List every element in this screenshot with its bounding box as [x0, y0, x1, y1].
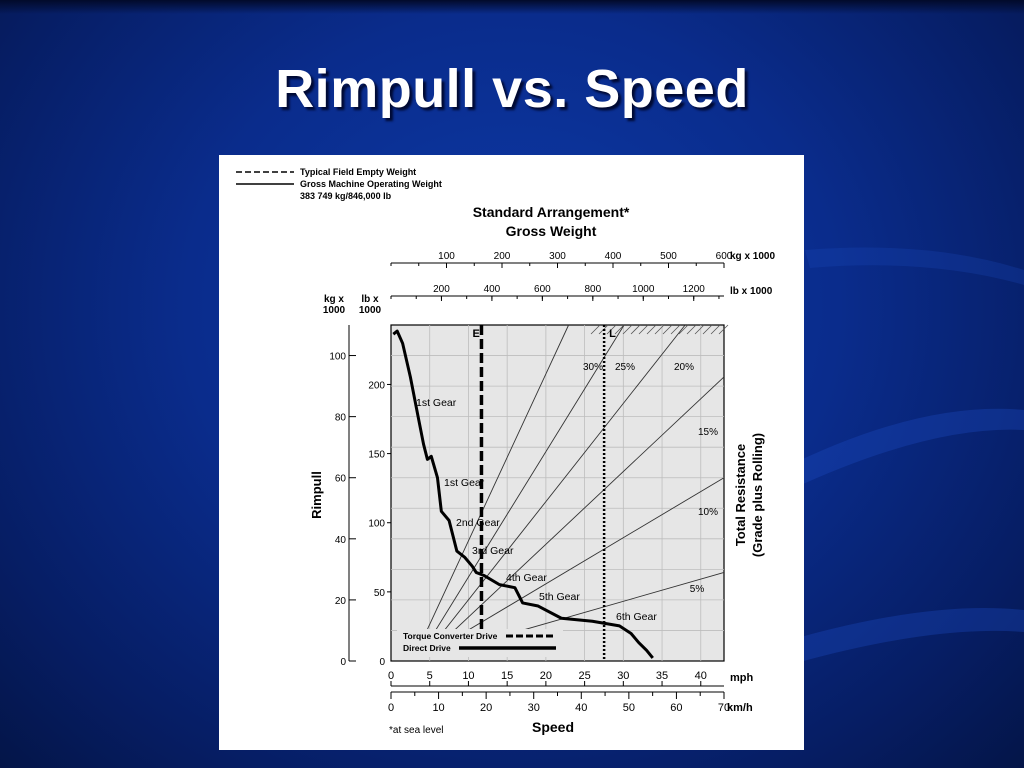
top-lb-tick-label: 200 — [433, 284, 450, 295]
plot-area — [391, 325, 724, 661]
bottom-mph-tick-label: 5 — [426, 670, 433, 682]
top-kg-tick-label: 200 — [493, 251, 511, 262]
bottom-mph-tick-label: 20 — [539, 670, 553, 682]
left-kg-tick-label: 100 — [329, 351, 346, 363]
bottom-mph-tick-label: 10 — [462, 670, 475, 682]
gear-label: 3rd Gear — [472, 545, 514, 557]
rimpull-chart — [219, 155, 804, 750]
left-lb-tick-label: 100 — [368, 518, 385, 530]
left-lb-tick-label: 0 — [379, 657, 385, 668]
gear-label: 4th Gear — [506, 572, 547, 584]
top-kg-tick-label: 400 — [604, 251, 622, 262]
left-kg-tick-label: 0 — [340, 657, 346, 668]
gear-label: 6th Gear — [616, 611, 657, 623]
chart-figure — [219, 155, 804, 750]
bottom-axis-kmh-unit: km/h — [727, 702, 753, 714]
chart-title-line2: Gross Weight — [505, 223, 597, 239]
footnote: *at sea level — [389, 725, 444, 736]
y-axis-label: Rimpull — [309, 471, 324, 519]
left-lb-tick-label: 150 — [368, 449, 385, 461]
bottom-kmh-tick-label: 10 — [432, 702, 445, 714]
top-axis-lb-unit: lb x 1000 — [730, 286, 773, 297]
bottom-mph-tick-label: 25 — [578, 670, 591, 682]
bottom-kmh-tick-label: 70 — [717, 702, 731, 714]
bottom-kmh-tick-label: 40 — [575, 702, 588, 714]
top-lb-tick-label: 1200 — [682, 284, 705, 295]
bottom-kmh-tick-label: 0 — [387, 702, 395, 714]
left-axis-kg-unit-1: kg x — [323, 294, 345, 305]
bottom-mph-tick-label: 35 — [655, 670, 669, 682]
left-lb-tick-label: 50 — [373, 587, 385, 599]
gear-label: 2nd Gear — [456, 517, 500, 529]
resistance-label: 20% — [673, 362, 695, 373]
marker-label-L: L — [609, 328, 616, 340]
top-kg-tick-label: 500 — [660, 251, 677, 262]
bottom-kmh-tick-label: 30 — [527, 702, 540, 714]
drive-legend-direct-label: Direct Drive — [403, 643, 451, 653]
top-lb-tick-label: 800 — [584, 284, 602, 295]
bottom-mph-tick-label: 40 — [694, 670, 707, 682]
bottom-mph-tick-label: 0 — [387, 670, 395, 682]
top-lb-tick-label: 600 — [534, 284, 551, 295]
bottom-kmh-tick-label: 60 — [670, 702, 683, 714]
legend-weight-note: 383 749 kg/846,000 lb — [300, 191, 392, 201]
resistance-label: 25% — [614, 362, 636, 373]
left-lb-tick-label: 200 — [368, 380, 385, 392]
marker-label-E: E — [472, 328, 480, 340]
top-kg-tick-label: 300 — [549, 251, 566, 262]
x-axis-label: Speed — [531, 719, 575, 735]
gear-label: 5th Gear — [539, 591, 580, 603]
bottom-axis-mph-unit: mph — [730, 672, 754, 684]
gear-label: 1st Gear — [444, 477, 485, 489]
bottom-mph-tick-label: 30 — [617, 670, 630, 682]
left-kg-tick-label: 80 — [334, 412, 346, 424]
right-label-line2: (Grade plus Rolling) — [750, 432, 765, 558]
left-kg-tick-label: 20 — [334, 595, 346, 607]
bottom-mph-tick-label: 15 — [501, 670, 514, 682]
resistance-label: 5% — [689, 584, 705, 595]
right-label-line1: Total Resistance — [733, 443, 748, 547]
drive-legend-torque-label: Torque Converter Drive — [403, 631, 498, 641]
chart-title-line1: Standard Arrangement* — [472, 204, 630, 220]
resistance-label: 15% — [697, 427, 719, 438]
gear-label: 1st Gear — [416, 397, 457, 409]
top-lb-tick-label: 1000 — [632, 284, 655, 295]
top-kg-tick-label: 100 — [438, 251, 455, 262]
resistance-label: 30% — [582, 362, 604, 373]
legend-label-empty: Typical Field Empty Weight — [300, 167, 417, 177]
left-axis-lb-unit-1: lb x — [361, 294, 379, 305]
top-axis-kg-unit: kg x 1000 — [730, 251, 776, 262]
slide-title: Rimpull vs. Speed — [275, 59, 749, 119]
top-lb-tick-label: 400 — [483, 284, 501, 295]
left-axis-kg-unit-2: 1000 — [322, 305, 346, 316]
left-kg-tick-label: 40 — [334, 534, 346, 546]
bottom-kmh-tick-label: 20 — [480, 702, 493, 714]
left-kg-tick-label: 60 — [334, 473, 346, 485]
top-kg-tick-label: 600 — [715, 251, 733, 262]
bottom-kmh-tick-label: 50 — [622, 702, 635, 714]
resistance-label: 10% — [697, 507, 719, 518]
legend-label-gross: Gross Machine Operating Weight — [300, 179, 442, 189]
left-axis-lb-unit-2: 1000 — [358, 305, 382, 316]
